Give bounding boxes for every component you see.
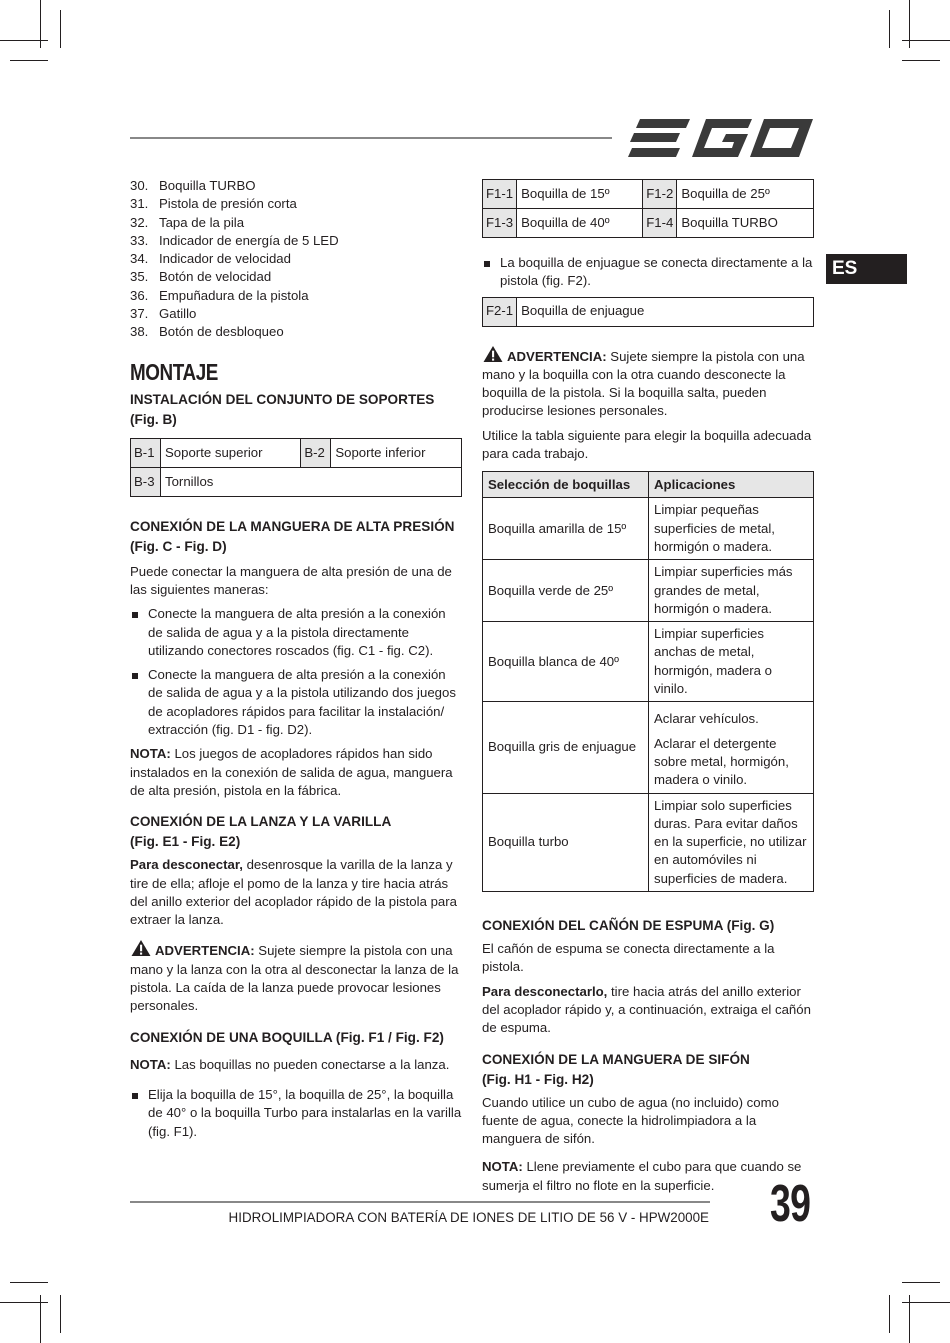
crop-mark xyxy=(902,1282,940,1283)
note-paragraph: NOTA: Llene previamente el cubo para que cuando se sumerja el filtro no flote en la superficie. xyxy=(482,1159,802,1193)
bullet-list xyxy=(130,605,462,739)
crop-mark xyxy=(0,1302,48,1303)
table-row: Boquilla gris de enjuague Aclarar vehículos. Aclarar el detergente sobre metal, hormigón, madera o vinilo. xyxy=(483,702,814,793)
list-item: Elija la boquilla de 15°, la boquilla de 25°, la boquilla de 40° o la boquilla Turbo para instalarlas en la varilla (fig. F1). xyxy=(130,1086,462,1141)
list-item: 33. Indicador de energía de 5 LED xyxy=(130,232,339,248)
ego-logo xyxy=(628,117,813,159)
table-row: Boquilla blanca de 40º Limpiar superficies anchas de metal, hormigón, madera o vinilo. xyxy=(483,622,814,702)
list-item: La boquilla de enjuague se conecta directamente a la pistola (fig. F2). xyxy=(482,254,814,291)
page-number: 39 xyxy=(770,1175,811,1233)
subsection-heading: INSTALACIÓN DEL CONJUNTO DE SOPORTES (Fig. B) xyxy=(130,391,435,427)
crop-mark xyxy=(889,10,890,48)
paragraph: El cañón de espuma se conecta directamente a la pistola. xyxy=(482,941,775,975)
subsection-heading: CONEXIÓN DE LA MANGUERA DE SIFÓN (Fig. H1 - Fig. H2) xyxy=(482,1051,750,1087)
crop-mark xyxy=(10,1282,48,1283)
crop-mark xyxy=(60,1295,61,1333)
paragraph: Puede conectar la manguera de alta presión de una de las siguientes maneras: xyxy=(130,563,452,597)
header-rule xyxy=(130,137,612,139)
warning-paragraph: ADVERTENCIA: Sujete siempre la pistola con una mano y la boquilla con la otra cuando desconecte la boquilla de la pistola. Si la boquilla salta, pueden producirse lesiones personales. xyxy=(482,345,814,421)
list-item: Conecte la manguera de alta presión a la conexión de salida de agua y a la pistola utilizando dos juegos de acopladores rápidos para facilitar la instalación/ extracción (fig. D1 - fig. D2). xyxy=(130,666,462,739)
note-paragraph: NOTA: Las boquillas no pueden conectarse a la lanza. xyxy=(130,1056,450,1072)
paragraph: Para desconectarlo, tire hacia atrás del anillo exterior del acoplador rápido y, a continuación, extraiga el cañón de espuma. xyxy=(482,983,811,1036)
language-tab: ES xyxy=(826,254,907,284)
list-item: 38. Botón de desbloqueo xyxy=(130,324,284,340)
footer-rule xyxy=(130,1201,710,1203)
crop-mark xyxy=(902,1302,950,1303)
right-column xyxy=(482,171,814,1195)
list-item: 30. Boquilla TURBO xyxy=(130,178,256,193)
subsection-heading: CONEXIÓN DE UNA BOQUILLA (Fig. F1 / Fig. F2) xyxy=(130,1029,444,1045)
table-row: Boquilla turbo Limpiar solo superficies duras. Para evitar daños en la superficie, no utilizar en automóviles ni superficies de madera. xyxy=(483,793,814,891)
crop-mark xyxy=(60,10,61,48)
subsection-heading: CONEXIÓN DEL CAÑÓN DE ESPUMA (Fig. G) xyxy=(482,918,775,934)
table-header: Selección de boquillas xyxy=(483,472,649,498)
crop-mark xyxy=(902,40,950,41)
subsection-heading: CONEXIÓN DE LA MANGUERA DE ALTA PRESIÓN (Fig. C - Fig. D) xyxy=(130,518,455,554)
warning-paragraph: ADVERTENCIA: Sujete siempre la pistola con una mano y la lanza con la otra al desconectar la lanza de la pistola. La caída de la lanza puede provocar lesiones personales. xyxy=(130,939,462,1015)
crop-mark xyxy=(10,60,48,61)
warning-icon xyxy=(130,939,152,957)
list-item: Conecte la manguera de alta presión a la conexión de salida de agua y a la pistola directamente utilizando conectores roscados (fig. C1 - fig. C2). xyxy=(130,605,462,660)
table-row: Boquilla verde de 25º Limpiar superficies más grandes de metal, hormigón o madera. xyxy=(483,560,814,622)
left-column xyxy=(130,177,462,1147)
nozzle-table xyxy=(482,471,814,892)
parts-table-f1: F1-1 Boquilla de 15º F1-2 Boquilla de 25º F1-3 Boquilla de 40º F1-4 Boquilla TURBO xyxy=(482,179,814,238)
list-item: 32. Tapa de la pila xyxy=(130,214,245,230)
table-row: Boquilla amarilla de 15º Limpiar pequeñas superficies de metal, hormigón o madera. xyxy=(483,498,814,560)
crop-mark xyxy=(889,1295,890,1333)
section-title: MONTAJE xyxy=(130,358,218,385)
note-paragraph: NOTA: Los juegos de acopladores rápidos han sido instalados en la conexión de salida de agua, manguera de alta presión, pistola en la fábrica. xyxy=(130,746,453,798)
parts-table-f2: F2-1 Boquilla de enjuague xyxy=(482,297,814,327)
list-item: 34. Indicador de velocidad xyxy=(130,251,291,267)
subsection-heading: CONEXIÓN DE LA LANZA Y LA VARILLA (Fig. E1 - Fig. E2) xyxy=(130,814,392,850)
crop-mark xyxy=(0,40,48,41)
crop-mark xyxy=(902,60,940,61)
table-header: Aplicaciones xyxy=(649,472,814,498)
list-item: 31. Pistola de presión corta xyxy=(130,196,297,212)
parts-table-b: B-1 Soporte superior B-2 Soporte inferior B-3 Tornillos xyxy=(130,438,462,497)
paragraph: Cuando utilice un cubo de agua (no incluido) como fuente de agua, conecte la hidrolimpiadora a la manguera de sifón. xyxy=(482,1094,779,1147)
list-item: 37. Gatillo xyxy=(130,306,197,322)
paragraph: Para desconectar, desenrosque la varilla de la lanza y tire de ella; afloje el pomo de la lanza y tire hacia atrás del anillo exterior del acoplador rápido de la pistola para extraer la lanza. xyxy=(130,857,457,928)
paragraph: Utilice la tabla siguiente para elegir la boquilla adecuada para cada trabajo. xyxy=(482,427,812,462)
list-item: 35. Botón de velocidad xyxy=(130,269,272,285)
bullet-list xyxy=(130,1086,462,1141)
parts-list xyxy=(130,177,462,342)
footer-title: HIDROLIMPIADORA CON BATERÍA DE IONES DE LITIO DE 56 V - HPW2000E xyxy=(228,1210,709,1225)
warning-icon xyxy=(482,345,504,363)
bullet-list xyxy=(482,254,814,291)
list-item: 36. Empuñadura de la pistola xyxy=(130,287,309,303)
